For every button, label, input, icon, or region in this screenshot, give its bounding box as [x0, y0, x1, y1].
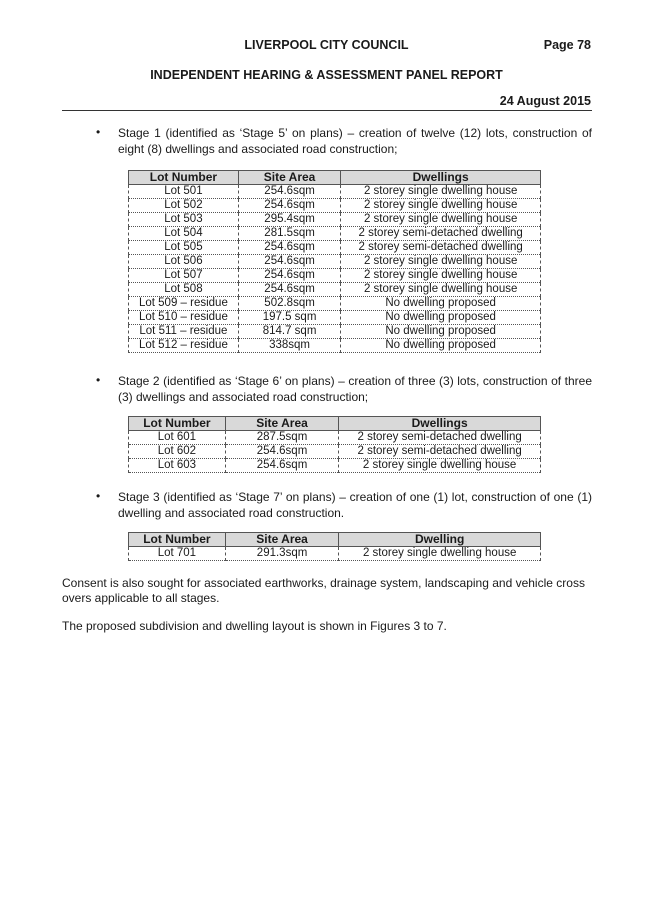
header-rule	[62, 110, 592, 111]
cell-site-area: 254.6sqm	[238, 255, 341, 269]
cell-site-area: 295.4sqm	[238, 213, 341, 227]
cell-site-area: 502.8sqm	[238, 297, 341, 311]
report-date: 24 August 2015	[499, 94, 591, 108]
cell-lot-number: Lot 603	[129, 459, 226, 473]
cell-site-area: 254.6sqm	[238, 241, 341, 255]
cell-lot-number: Lot 505	[129, 241, 239, 255]
cell-lot-number: Lot 601	[129, 431, 226, 445]
cell-dwelling: 2 storey single dwelling house	[339, 459, 541, 473]
cell-lot-number: Lot 502	[129, 199, 239, 213]
cell-lot-number: Lot 511 – residue	[129, 325, 239, 339]
cell-dwelling: 2 storey semi-detached dwelling	[339, 431, 541, 445]
cell-site-area: 197.5 sqm	[238, 311, 341, 325]
stage1-text: Stage 1 (identified as ‘Stage 5’ on plans) – creation of twelve (12) lots, construction of eight (8) dwellings and associated road construction;	[118, 126, 592, 156]
table-row	[129, 213, 541, 227]
cell-dwelling: No dwelling proposed	[341, 325, 541, 339]
stage2-table-body	[129, 431, 541, 473]
cell-site-area: 254.6sqm	[225, 445, 338, 459]
stage1-table-body	[129, 185, 541, 353]
cell-site-area: 254.6sqm	[238, 185, 341, 199]
cell-site-area: 287.5sqm	[225, 431, 338, 445]
table-row	[129, 339, 541, 353]
table-row	[129, 547, 541, 561]
header-site-area: Site Area	[225, 533, 339, 547]
cell-lot-number: Lot 504	[129, 227, 239, 241]
stage3-text: Stage 3 (identified as ‘Stage 7’ on plans) – creation of one (1) lot, construction of one (1) dwelling and associated road construction.	[118, 490, 592, 520]
stage2-table	[128, 416, 541, 473]
table-row	[129, 445, 541, 459]
cell-dwelling: 2 storey single dwelling house	[341, 185, 541, 199]
header-dwellings: Dwellings	[339, 417, 541, 431]
page-number: Page 78	[543, 38, 591, 52]
table-row	[129, 311, 541, 325]
cell-dwelling: 2 storey single dwelling house	[341, 213, 541, 227]
layout-paragraph: The proposed subdivision and dwelling layout is shown in Figures 3 to 7.	[62, 619, 447, 633]
cell-site-area: 338sqm	[238, 339, 341, 353]
header-dwelling: Dwelling	[339, 533, 541, 547]
cell-dwelling: 2 storey single dwelling house	[341, 199, 541, 213]
stage1-table	[128, 170, 541, 353]
header-lot-number: Lot Number	[129, 533, 226, 547]
cell-site-area: 291.3sqm	[225, 547, 339, 561]
stage3-bullet: •	[96, 489, 101, 503]
report-title: INDEPENDENT HEARING & ASSESSMENT PANEL REPORT	[150, 68, 503, 82]
cell-lot-number: Lot 602	[129, 445, 226, 459]
cell-lot-number: Lot 508	[129, 283, 239, 297]
table-row	[129, 185, 541, 199]
stage2-bullet: •	[96, 373, 101, 387]
cell-site-area: 254.6sqm	[238, 269, 341, 283]
cell-dwelling: 2 storey semi-detached dwelling	[341, 227, 541, 241]
header-lot-number: Lot Number	[129, 417, 226, 431]
cell-lot-number: Lot 510 – residue	[129, 311, 239, 325]
table-row	[129, 199, 541, 213]
cell-dwelling: 2 storey single dwelling house	[341, 283, 541, 297]
table-row	[129, 227, 541, 241]
council-name: LIVERPOOL CITY COUNCIL	[244, 38, 409, 52]
table-row	[129, 255, 541, 269]
cell-site-area: 254.6sqm	[225, 459, 338, 473]
cell-dwelling: No dwelling proposed	[341, 339, 541, 353]
cell-site-area: 814.7 sqm	[238, 325, 341, 339]
table-header-row	[129, 533, 541, 547]
stage3-table	[128, 532, 541, 561]
cell-lot-number: Lot 507	[129, 269, 239, 283]
cell-lot-number: Lot 509 – residue	[129, 297, 239, 311]
table-header-row	[129, 417, 541, 431]
cell-lot-number: Lot 503	[129, 213, 239, 227]
cell-site-area: 281.5sqm	[238, 227, 341, 241]
table-row	[129, 297, 541, 311]
cell-dwelling: No dwelling proposed	[341, 297, 541, 311]
stage3-table-body	[129, 547, 541, 561]
cell-dwelling: No dwelling proposed	[341, 311, 541, 325]
consent-paragraph: Consent is also sought for associated earthworks, drainage system, landscaping and vehicle cross overs applicable to all stages.	[62, 576, 585, 605]
table-row	[129, 459, 541, 473]
cell-site-area: 254.6sqm	[238, 199, 341, 213]
stage2-text: Stage 2 (identified as ‘Stage 6’ on plans) – creation of three (3) lots, construction of three (3) dwellings and associated road construction;	[118, 374, 592, 404]
table-row	[129, 269, 541, 283]
table-row	[129, 431, 541, 445]
stage1-bullet: •	[96, 125, 101, 139]
cell-lot-number: Lot 701	[129, 547, 226, 561]
cell-lot-number: Lot 506	[129, 255, 239, 269]
table-header-row	[129, 171, 541, 185]
cell-dwelling: 2 storey semi-detached dwelling	[339, 445, 541, 459]
header-dwellings: Dwellings	[341, 171, 541, 185]
cell-dwelling: 2 storey semi-detached dwelling	[341, 241, 541, 255]
cell-site-area: 254.6sqm	[238, 283, 341, 297]
header-site-area: Site Area	[238, 171, 341, 185]
cell-dwelling: 2 storey single dwelling house	[341, 269, 541, 283]
table-row	[129, 241, 541, 255]
cell-lot-number: Lot 501	[129, 185, 239, 199]
cell-lot-number: Lot 512 – residue	[129, 339, 239, 353]
header-site-area: Site Area	[225, 417, 338, 431]
table-row	[129, 325, 541, 339]
table-row	[129, 283, 541, 297]
cell-dwelling: 2 storey single dwelling house	[339, 547, 541, 561]
header-lot-number: Lot Number	[129, 171, 239, 185]
cell-dwelling: 2 storey single dwelling house	[341, 255, 541, 269]
